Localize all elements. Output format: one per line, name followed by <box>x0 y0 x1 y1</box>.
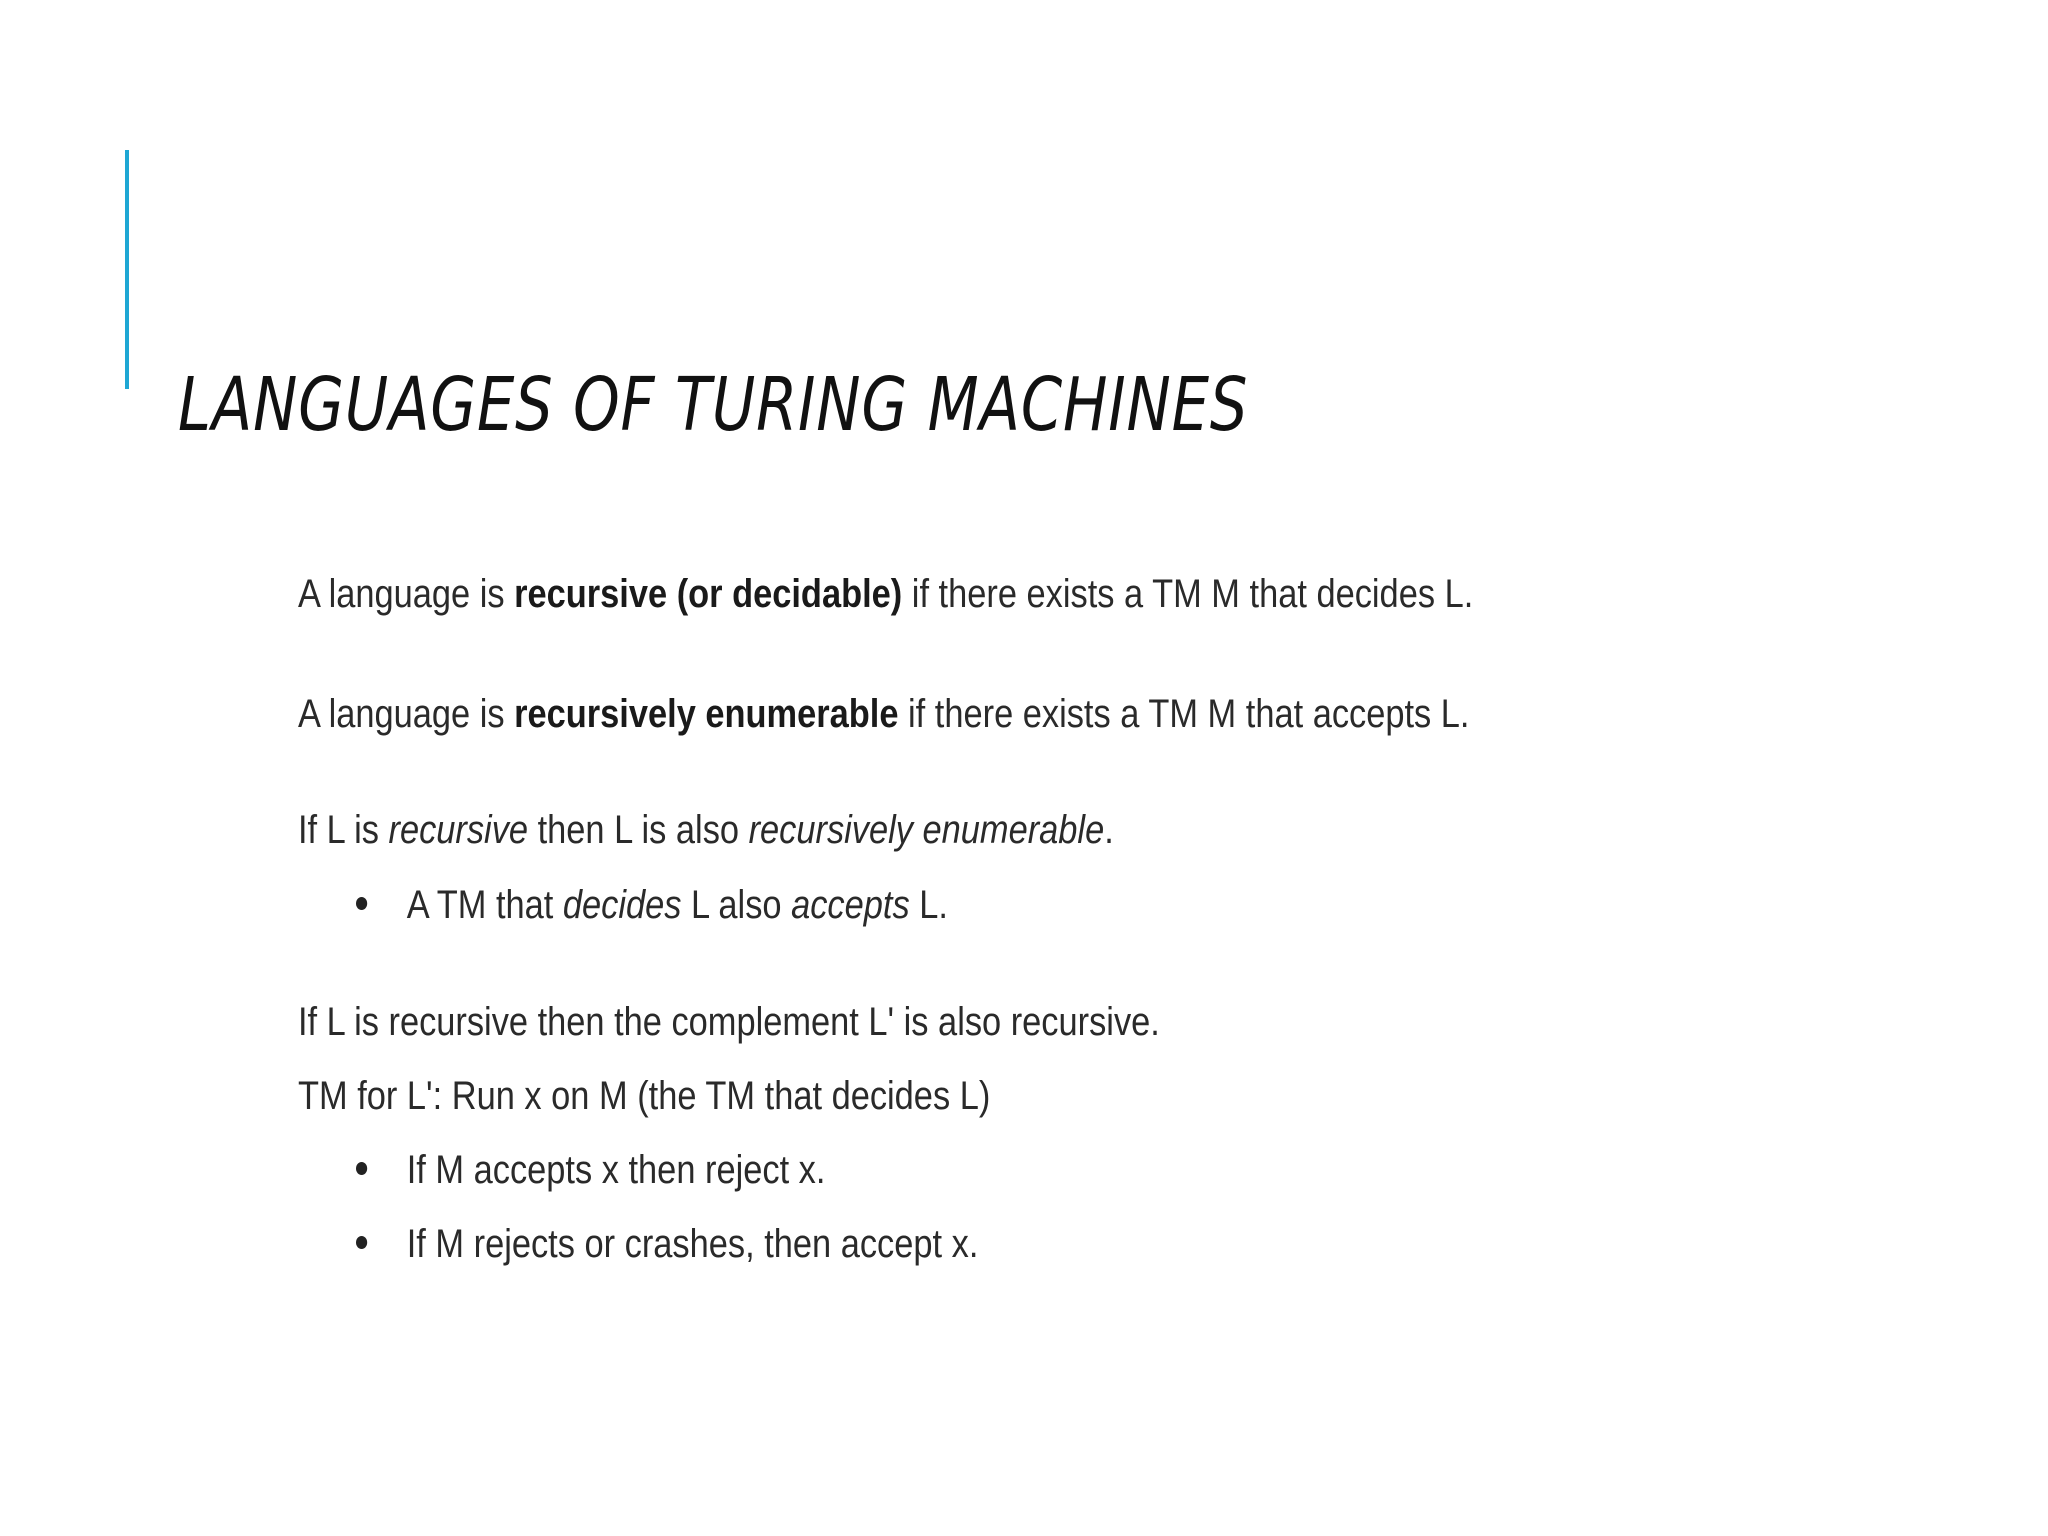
bullet-icon <box>356 897 367 910</box>
definition-recursively-enumerable: A language is recursively enumerable if there exists a TM M that accepts L. <box>298 692 1470 736</box>
statement-recursive-implies-re: If L is recursive then L is also recursively enumerable. <box>298 808 1114 852</box>
bullet-item: A TM that decides L also accepts L. <box>356 883 948 928</box>
bullet-icon <box>356 1236 367 1249</box>
bullet-item: If M accepts x then reject x. <box>356 1148 825 1193</box>
definition-recursive: A language is recursive (or decidable) if there exists a TM M that decides L. <box>298 572 1474 616</box>
accent-bar <box>125 150 129 389</box>
bullet-icon <box>356 1162 367 1175</box>
bullet-item: If M rejects or crashes, then accept x. <box>356 1222 978 1267</box>
statement-complement: If L is recursive then the complement L' is also recursive. <box>298 1000 1160 1044</box>
slide-title: LANGUAGES OF TURING MACHINES <box>178 362 1249 448</box>
statement-tm-for-complement: TM for L': Run x on M (the TM that decides L) <box>298 1074 991 1118</box>
